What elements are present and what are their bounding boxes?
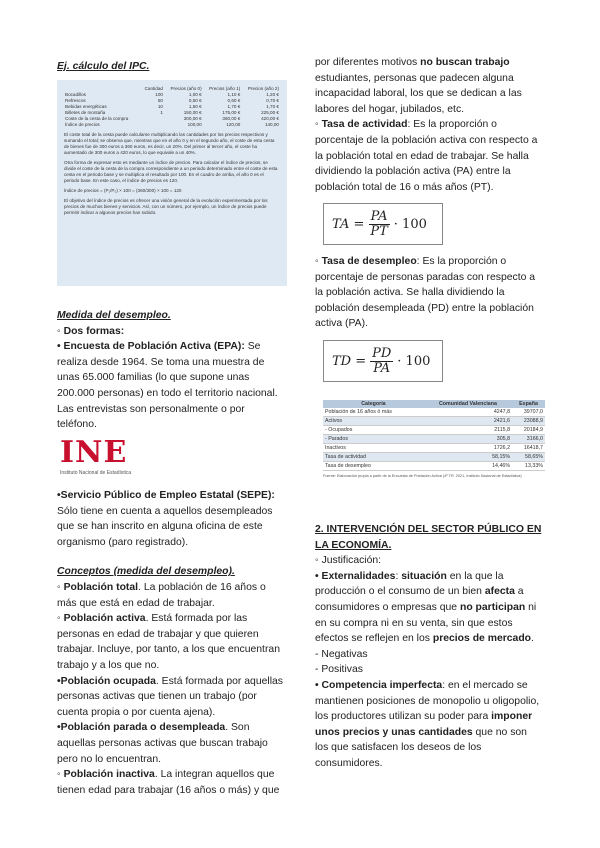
stats-cell: 39707,0	[512, 408, 545, 417]
stats-table-row	[323, 444, 545, 453]
externalidades	[315, 569, 543, 647]
stats-cell: 13,33%	[512, 462, 545, 471]
pob-parada-label: •Población parada o desempleada	[57, 722, 226, 734]
stats-table-row	[323, 462, 545, 471]
pob-ocupada-label: •Población ocupada	[57, 675, 156, 687]
ine-logo-text: INE	[60, 435, 128, 470]
formula-ta-fraction	[368, 210, 389, 239]
ipc-cell: Refrescos	[65, 98, 86, 103]
formula-td-num: PD	[372, 345, 392, 361]
right-upper-text	[315, 55, 543, 195]
ipc-cell: 175,00 €	[222, 110, 241, 115]
tasa-desempleo	[315, 254, 543, 332]
sepe-label: •Servicio Público de Empleo Estatal (SEPE):	[57, 490, 275, 501]
ipc-cell: 1,10 €	[227, 92, 241, 97]
right-section2	[315, 522, 543, 772]
ipc-formula: Índice de precios = (P₁/P₀) × 100 = (360/300) × 100 = 120	[64, 188, 182, 193]
stats-table-row	[323, 408, 545, 417]
ipc-cell: 300,00 €	[183, 116, 202, 121]
formula-ta-rhs: · 100	[393, 216, 427, 232]
section2-heading: 2. INTERVENCIÓN DEL SECTOR PÚBLICO EN LA ECONOMÍA.	[315, 524, 542, 551]
ipc-cell: Bebidas energéticas	[65, 104, 107, 109]
epa-text: Se realiza desde 1964. Se toma una muestra de unas 65.000 familias (lo que supone unas 200.000 personas) en todo el territorio nacional. Las entrevistas son personalmente o por teléfono.	[57, 341, 278, 431]
formula-td	[323, 340, 443, 382]
epa-label: • Encuesta de Población Activa (EPA):	[57, 341, 245, 353]
ext-bold-4: precios de mercado	[432, 633, 532, 645]
unemployment-stats-table	[323, 400, 545, 478]
ipc-cell: 120,00	[226, 122, 241, 127]
tasa-actividad	[315, 117, 543, 195]
ipc-cell: 225,00 €	[261, 110, 279, 115]
competencia-imperfecta	[315, 678, 543, 772]
ipc-cell: 0,60 €	[227, 98, 241, 103]
stats-cell: - Parados	[323, 435, 424, 444]
stats-cell: Tasa de actividad	[323, 453, 424, 462]
ipc-cell: Índice de precios	[65, 122, 100, 127]
ipc-cell: 50	[157, 98, 163, 103]
stats-header-cell: Categoría	[323, 400, 424, 408]
inactiva-continuation	[315, 55, 543, 117]
ipc-cell: 1	[160, 110, 163, 115]
ipc-cell: 420,00 €	[261, 116, 279, 121]
ipc-cell: 1,00 €	[188, 92, 202, 97]
stats-cell: 23088,9	[512, 417, 545, 426]
ine-logo	[60, 435, 150, 482]
ipc-para-2: Otra forma de expresar esto es mediante un índice de precios. Para calcular el índice de precios, se divide el coste de la cesta de la compra correspondiente a un periodo determinado entre el coste de esta cesta en el periodo base y se multiplica el resultado por 100. En el cuadro de arriba, el año 0 es el periodo base. En este caso, el índice de precios es 120.	[64, 160, 278, 183]
pob-ocupada	[57, 674, 285, 721]
stats-cell: 20184,9	[512, 426, 545, 435]
pob-total	[57, 580, 285, 611]
ext-label: • Externalidades	[315, 570, 396, 582]
sepe-text: Sólo tiene en cuenta a aquellos desempleados que se han inscrito en alguna oficina de este organismo (paro registrado).	[57, 505, 273, 548]
ipc-para-1: El coste total de la cesta puede calcularse multiplicando las cantidades por los precios respectivos y sumando el total; se observa que, mientras que en el año 0 y en el segundo año, el coste de esta cesta de bienes fue de 300 euros a 360 euros, es decir, un 20%. Del primer al tercer año, el coste ha aumentado de 300 euros a 420 euros, lo que equivale a un 40%.	[64, 132, 275, 155]
ipc-heading: Ej. cálculo del IPC.	[57, 61, 150, 72]
stats-cell: 4247,8	[424, 408, 512, 417]
formula-td-den: PA	[373, 360, 391, 376]
pob-ocupada-text: . Está formada por aquellas personas activas que tienen un trabajo (por cuenta propia o por cuenta ajena).	[57, 675, 283, 718]
sepe-paragraph	[57, 488, 285, 550]
stats-cell: - Ocupados	[323, 426, 424, 435]
tasa-act-text: : Es la proporción o porcentaje de la población activa con respecto a la población total en edad de trabajar. Se halla dividiendo la población activa (PA) entre la población total de 16 o más años (PT).	[315, 119, 538, 193]
stats-table-row	[323, 435, 545, 444]
stats-table-row	[323, 453, 545, 462]
comp-bold: imponer unos precios y unas cantidades	[315, 711, 533, 738]
ext-bold-3: no participan	[459, 601, 526, 613]
stats-header-cell: España	[512, 400, 545, 408]
ext-text-1: :	[395, 570, 402, 582]
stats-cell: 16418,7	[512, 444, 545, 453]
pob-activa-label: ◦ Población activa	[57, 613, 146, 625]
tasa-des-label: ◦ Tasa de desempleo	[315, 256, 417, 267]
stats-cell: Tasa de desempleo	[323, 462, 424, 471]
formula-ta-lhs: TA =	[332, 216, 365, 232]
stats-table-row	[323, 417, 545, 426]
pob-inactiva-label: ◦ Población inactiva	[57, 769, 155, 781]
negativas: - Negativas	[315, 648, 368, 660]
stats-cell: 3166,0	[512, 435, 545, 444]
tasa-act-label: ◦ Tasa de actividad	[315, 119, 408, 131]
stats-cell: 1726,2	[424, 444, 512, 453]
stats-cell: 14,46%	[424, 462, 512, 471]
comp-text-2: que no son los que satisfacen los deseos de los consumidores.	[315, 726, 527, 769]
ipc-cell: 150,00 €	[183, 110, 202, 115]
left-lower-text	[57, 308, 285, 433]
pob-parada	[57, 720, 285, 767]
formula-ta-num: PA	[370, 208, 388, 224]
stats-cell: Población de 16 años ó más	[323, 408, 424, 417]
stats-cell: 58,65%	[512, 453, 545, 462]
dos-formas: ◦ Dos formas:	[57, 325, 125, 337]
ipc-cell: 360,00 €	[222, 116, 241, 121]
ipc-cell: 1,70 €	[227, 104, 241, 109]
formula-td-lhs: TD =	[332, 353, 367, 369]
left-concepts	[57, 488, 285, 798]
epa-paragraph	[57, 339, 285, 433]
formula-ta	[323, 203, 443, 245]
ipc-cell: 10	[157, 104, 163, 109]
stats-cell: 58,15%	[424, 453, 512, 462]
ine-logo-subtitle: Instituto Nacional de Estadística	[60, 470, 132, 476]
ipc-cell: Bocadillos	[65, 92, 86, 97]
ext-text-2: en la que la producción o el consumo de un bien	[315, 570, 504, 598]
ipc-table-row	[64, 122, 280, 128]
conceptos-heading: Conceptos (medida del desempleo).	[57, 566, 235, 578]
ipc-cell: 1,70 €	[266, 104, 279, 109]
stats-header-cell: Comunidad Valenciana	[424, 400, 512, 408]
ipc-cell: 100	[155, 92, 163, 97]
tasa-des-text: : Es la proporción o porcentaje de personas paradas con respecto a la población activa. Se halla dividiendo la población desempleada (PD) entre la población activa (PA).	[315, 256, 536, 330]
pob-activa	[57, 611, 285, 673]
stats-table	[323, 400, 545, 471]
ipc-cell: Coste de la cesta de la compra	[65, 116, 129, 121]
comp-label: • Competencia imperfecta	[315, 679, 443, 691]
ext-text-4: ni en su compra ni en su venta, sin que estos efectos se reflejen en los	[315, 601, 537, 645]
ipc-cell: Billetes de montaña	[65, 110, 106, 115]
ipc-cell: 140,00	[264, 122, 279, 127]
ipc-header-cell: Precios (año 1)	[209, 86, 241, 91]
ipc-cell: 1,20 €	[266, 92, 279, 97]
stats-cell: Inactivos	[323, 444, 424, 453]
ipc-cell: 0,70 €	[266, 98, 279, 103]
ipc-example-box	[57, 80, 287, 286]
ipc-para-3: El objetivo del índice de precios es ofrecer una visión general de la evolución experimentada por los precios de muchos bienes y servicios. Así, con un número, por ejemplo, un índice de precios puede permitir indicar a algunos precios han subido.	[64, 198, 268, 215]
stats-cell: 2115,8	[424, 426, 512, 435]
medida-heading: Medida del desempleo.	[57, 310, 171, 321]
stats-cell: Activos	[323, 417, 424, 426]
positivas: - Positivas	[315, 664, 363, 676]
ext-bold-2: afecta	[484, 586, 515, 598]
comp-text-1: : en el mercado se mantienen posiciones de monopolio u oligopolio, los productores utilizan su poder para	[315, 679, 540, 723]
ext-bold-1: situación	[401, 570, 447, 582]
ipc-cell: 1,50 €	[188, 104, 202, 109]
pob-parada-text: . Son aquellas personas activas que buscan trabajo pero no lo encuentran.	[57, 722, 268, 765]
cont-post: estudiantes, personas que padecen alguna incapacidad laboral, los que se dedican a las labores del hogar, jubilados, etc.	[315, 72, 522, 115]
ext-text-5: .	[531, 633, 534, 645]
stats-cell: 305,8	[424, 435, 512, 444]
ipc-cell: 100,00	[187, 122, 202, 127]
formula-td-rhs: · 100	[397, 353, 431, 369]
pob-total-label: ◦ Población total	[57, 581, 139, 593]
formula-td-fraction	[370, 347, 393, 376]
cont-pre: por diferentes motivos	[315, 57, 421, 68]
ipc-cell: 0,50 €	[188, 98, 202, 103]
justificacion: ◦ Justificación:	[315, 555, 382, 567]
ipc-header-cell: Cantidad	[144, 86, 163, 91]
pob-inactiva-text: . La integran aquellos que tienen edad para trabajar (16 años o más) y que	[57, 769, 280, 796]
pob-inactiva	[57, 767, 285, 798]
pob-total-text: . La población de 16 años o más que está en edad de trabajar.	[57, 581, 266, 609]
ipc-header-cell: Precios (año 2)	[247, 86, 279, 91]
ipc-table	[64, 86, 280, 128]
stats-cell: 2421,6	[424, 417, 512, 426]
ipc-header-cell: Precios (año 0)	[170, 86, 202, 91]
right-tasa-desempleo	[315, 254, 543, 332]
formula-ta-den: PT	[370, 223, 388, 239]
ipc-cell	[140, 122, 164, 128]
ext-text-3: a consumidores o empresas que	[315, 586, 524, 613]
pob-activa-text: . Está formada por las personas en edad de trabajar y que quieren trabajar. Incluye, por tanto, a los que encuentran trabajo y a los que no.	[57, 613, 280, 671]
cont-bold: no buscan trabajo	[420, 57, 510, 68]
stats-source: Fuente: Elaboración propia a partir de la Encuesta de Población Activa (4º TR. 2021, Instituto Nacional de Estadística)	[323, 474, 522, 478]
stats-table-row	[323, 426, 545, 435]
